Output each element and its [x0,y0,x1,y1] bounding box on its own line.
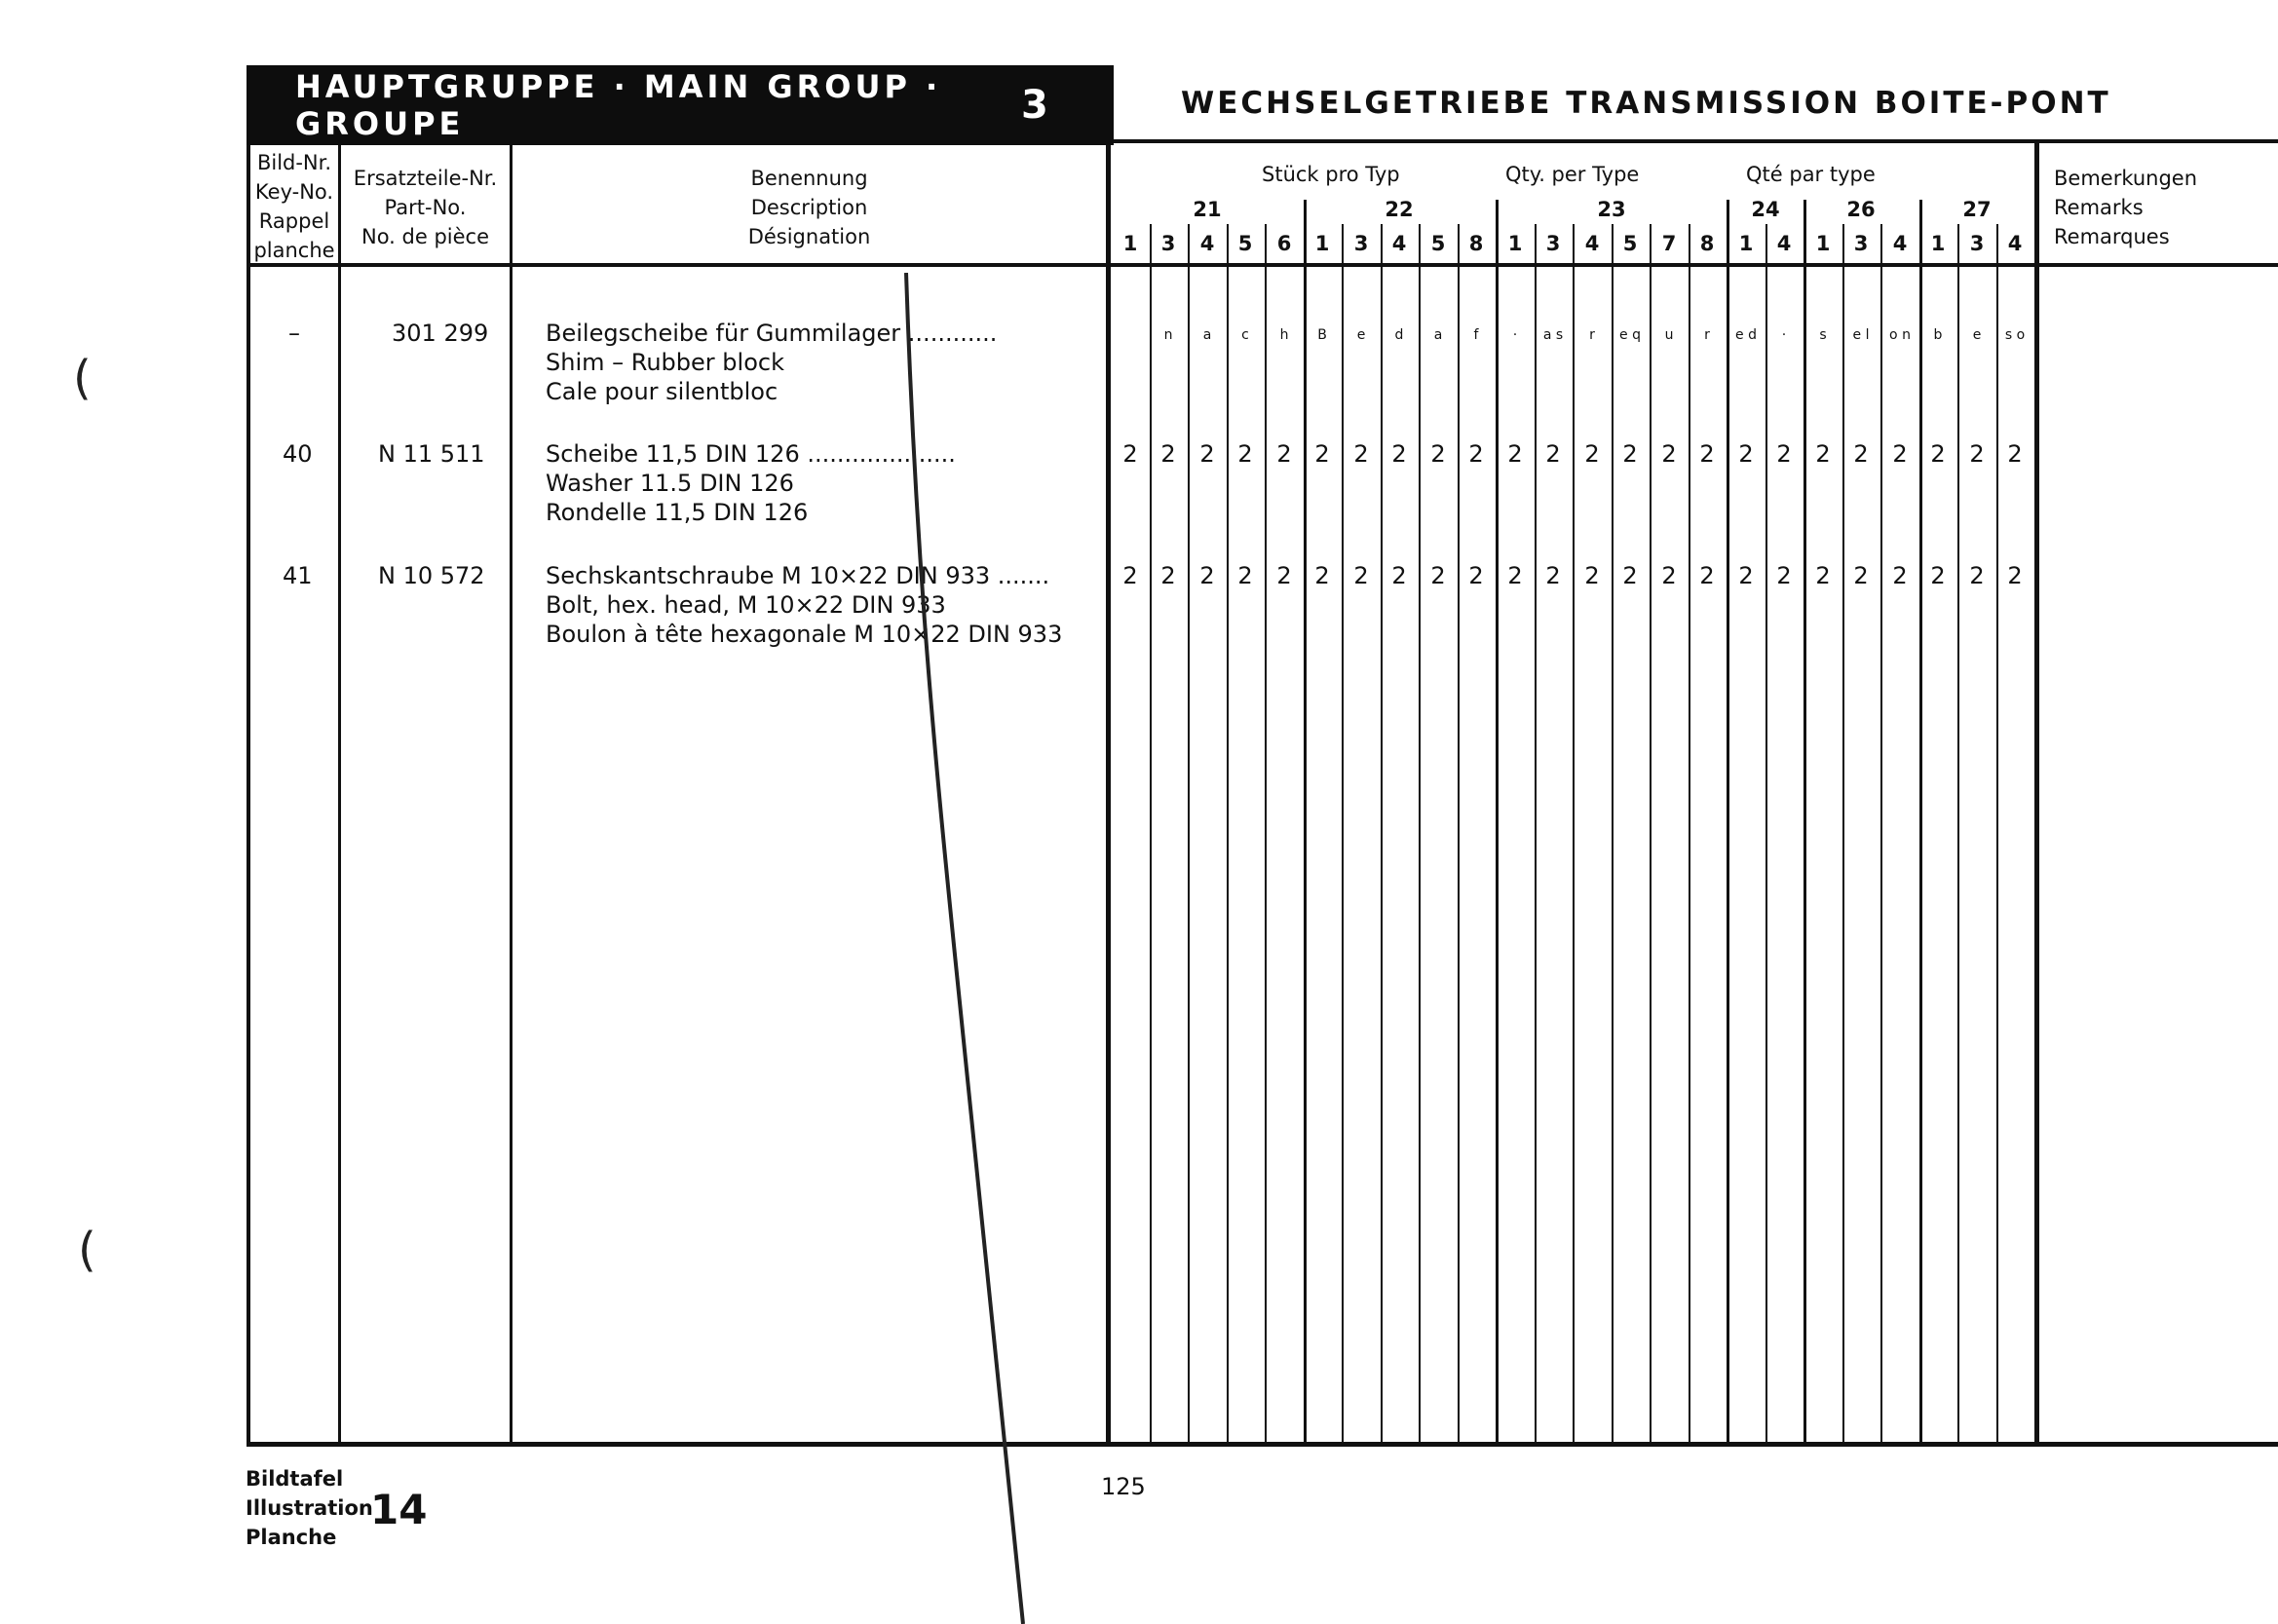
sub-type-label: 4 [1892,232,1908,255]
quantity-cell: 2 [1391,440,1407,468]
illustration-label: Bildtafel Illustration Planche [246,1467,373,1549]
col-sep-part [510,145,513,1444]
quantity-cell: 2 [1545,562,1561,589]
qty-header-en: Qty. per Type [1505,163,1640,186]
as-required-letter: n [1163,327,1173,343]
qty-column-line [1419,224,1421,1442]
header-bottom-line [247,263,2278,267]
quantity-cell: 2 [1353,440,1369,468]
key-col-header: Bild-Nr. Key-No. Rappel planche [253,151,335,262]
quantity-cell: 2 [1815,440,1831,468]
part-number: N 10 572 [378,562,485,589]
sub-type-label: 5 [1237,232,1253,255]
as-required-letter: a [1202,327,1212,343]
quantity-cell: 2 [1237,562,1253,589]
quantity-cell: 2 [1314,440,1330,468]
quantity-cell: 2 [1853,562,1869,589]
sub-type-label: 3 [1853,232,1869,255]
qty-column-line [1573,224,1575,1442]
sub-type-label: 3 [1353,232,1369,255]
qty-column-line [1150,224,1152,1442]
as-required-letter: d [1394,327,1404,343]
quantity-cell: 2 [2007,562,2023,589]
key-number: 41 [283,562,313,589]
as-required-letter: e [1972,327,1982,343]
key-number: – [288,320,300,347]
qty-column-line [1342,224,1344,1442]
section-title: WECHSELGETRIEBE TRANSMISSION BOITE-PONT [1181,86,2111,121]
as-required-letter: e d [1735,327,1757,343]
quantity-cell: 2 [1545,440,1561,468]
quantity-cell: 2 [1507,440,1523,468]
description-fr: Rondelle 11,5 DIN 126 [546,499,809,526]
type-group-label: 22 [1385,198,1414,221]
col-sep-desc [1106,145,1111,1444]
type-group-label: 26 [1846,198,1876,221]
sub-type-label: 1 [1507,232,1523,255]
as-required-letter: B [1317,327,1327,343]
quantity-cell: 2 [1276,562,1292,589]
quantity-cell: 2 [1738,440,1754,468]
quantity-cell: 2 [1738,562,1754,589]
quantity-cell: 2 [1430,440,1446,468]
quantity-cell: 2 [1199,562,1215,589]
col-sep-key [338,145,341,1444]
quantity-cell: 2 [1853,440,1869,468]
quantity-cell: 2 [1930,440,1946,468]
key-number: 40 [283,440,313,468]
part-col-header: Ersatzteile-Nr. Part-No. No. de pièce [353,167,498,248]
header-top-line [1114,139,2278,143]
quantity-cell: 2 [1122,440,1138,468]
qty-column-line [1765,224,1767,1442]
quantity-cell: 2 [1776,440,1792,468]
qty-column-line [1689,224,1690,1442]
quantity-cell: 2 [1160,562,1176,589]
sub-type-label: 4 [1391,232,1407,255]
type-group-label: 27 [1962,198,1992,221]
as-required-letter: f [1473,327,1479,343]
sub-type-label: 4 [1776,232,1792,255]
as-required-letter: c [1241,327,1249,343]
quantity-cell: 2 [1391,562,1407,589]
quantity-cell: 2 [1661,440,1677,468]
type-group-label: 21 [1193,198,1222,221]
binder-hole-mark: ( [73,351,92,405]
qty-column-line [1227,224,1229,1442]
as-required-letter: e q [1619,327,1641,343]
as-required-letter: o n [1889,327,1911,343]
qty-column-line [1650,224,1652,1442]
as-required-letter: r [1704,327,1710,343]
table-bottom-line [247,1442,2278,1447]
sub-type-label: 1 [1122,232,1138,255]
as-required-letter: a s [1542,327,1564,343]
quantity-cell: 2 [1892,562,1908,589]
as-required-letter: s [1819,327,1827,343]
as-required-letter: h [1279,327,1289,343]
qty-header-de: Stück pro Typ [1262,163,1400,186]
qty-column-line [1880,224,1882,1442]
plate-number: 14 [370,1486,428,1533]
qty-column-line [1842,224,1844,1442]
group-number: 3 [1021,83,1052,128]
col-sep-qty-end [2034,139,2039,1444]
quantity-cell: 2 [1969,440,1985,468]
quantity-cell: 2 [1122,562,1138,589]
sub-type-label: 6 [1276,232,1292,255]
quantity-cell: 2 [1468,562,1484,589]
qty-column-line [1188,224,1190,1442]
quantity-cell: 2 [1430,562,1446,589]
qty-column-line [1803,200,1806,1442]
remarks-col-header: Bemerkungen Remarks Remarques [2054,167,2198,248]
table-left-line [247,145,250,1444]
quantity-cell: 2 [1776,562,1792,589]
main-group-title: HAUPTGRUPPE · MAIN GROUP · GROUPE [295,68,942,142]
sub-type-label: 8 [1699,232,1715,255]
sub-type-label: 3 [1969,232,1985,255]
part-number: 301 299 [392,320,489,347]
part-number: N 11 511 [378,440,485,468]
sub-type-label: 4 [1584,232,1600,255]
as-required-letter: r [1589,327,1595,343]
quantity-cell: 2 [1699,562,1715,589]
description-de: Sechskantschraube M 10×22 DIN 933 ....... [546,562,1050,589]
page-number: 125 [1101,1473,1146,1500]
paper-fold-streak [877,273,1072,1624]
description-fr: Boulon à tête hexagonale M 10×22 DIN 933 [546,621,1063,648]
sub-type-label: 5 [1622,232,1638,255]
quantity-cell: 2 [1815,562,1831,589]
quantity-cell: 2 [2007,440,2023,468]
description-en: Washer 11.5 DIN 126 [546,470,794,497]
qty-column-line [1996,224,1998,1442]
quantity-cell: 2 [1892,440,1908,468]
as-required-letter: u [1664,327,1674,343]
quantity-cell: 2 [1584,440,1600,468]
qty-column-line [1535,224,1537,1442]
quantity-cell: 2 [1314,562,1330,589]
quantity-cell: 2 [1276,440,1292,468]
sub-type-label: 5 [1430,232,1446,255]
description-en: Shim – Rubber block [546,349,784,376]
description-en: Bolt, hex. head, M 10×22 DIN 933 [546,591,946,619]
quantity-cell: 2 [1930,562,1946,589]
qty-header-fr: Qté par type [1746,163,1876,186]
quantity-cell: 2 [1237,440,1253,468]
sub-type-label: 1 [1738,232,1754,255]
qty-column-line [1304,200,1307,1442]
sub-type-label: 1 [1930,232,1946,255]
sub-type-label: 4 [1199,232,1215,255]
quantity-cell: 2 [1507,562,1523,589]
sub-type-label: 3 [1160,232,1176,255]
main-group-banner [247,65,1114,145]
qty-column-line [1957,224,1959,1442]
quantity-cell: 2 [1969,562,1985,589]
as-required-letter: e l [1852,327,1870,343]
qty-column-line [1727,200,1729,1442]
type-group-label: 24 [1751,198,1780,221]
quantity-cell: 2 [1353,562,1369,589]
sub-type-label: 1 [1815,232,1831,255]
sub-type-label: 7 [1661,232,1677,255]
as-required-letter: a [1433,327,1443,343]
sub-type-label: 3 [1545,232,1561,255]
as-required-letter: · [1512,327,1518,343]
qty-column-line [1458,224,1460,1442]
quantity-cell: 2 [1699,440,1715,468]
sub-type-label: 4 [2007,232,2023,255]
qty-column-line [1265,224,1267,1442]
type-group-label: 23 [1597,198,1626,221]
quantity-cell: 2 [1160,440,1176,468]
sub-type-label: 1 [1314,232,1330,255]
quantity-cell: 2 [1584,562,1600,589]
desc-col-header: Benennung Description Désignation [747,167,871,248]
sub-type-label: 8 [1468,232,1484,255]
as-required-letter: e [1356,327,1366,343]
qty-column-line [1381,224,1383,1442]
binder-hole-mark: ( [78,1223,96,1277]
quantity-cell: 2 [1468,440,1484,468]
qty-column-line [1496,200,1499,1442]
as-required-letter: · [1781,327,1787,343]
description-de: Scheibe 11,5 DIN 126 .................... [546,440,956,468]
quantity-cell: 2 [1661,562,1677,589]
quantity-cell: 2 [1622,562,1638,589]
quantity-cell: 2 [1199,440,1215,468]
as-required-letter: s o [2004,327,2026,343]
description-fr: Cale pour silentbloc [546,378,778,405]
qty-column-line [1612,224,1614,1442]
quantity-cell: 2 [1622,440,1638,468]
as-required-letter: b [1933,327,1943,343]
description-de: Beilegscheibe für Gummilager ............ [546,320,998,347]
qty-column-line [1919,200,1922,1442]
